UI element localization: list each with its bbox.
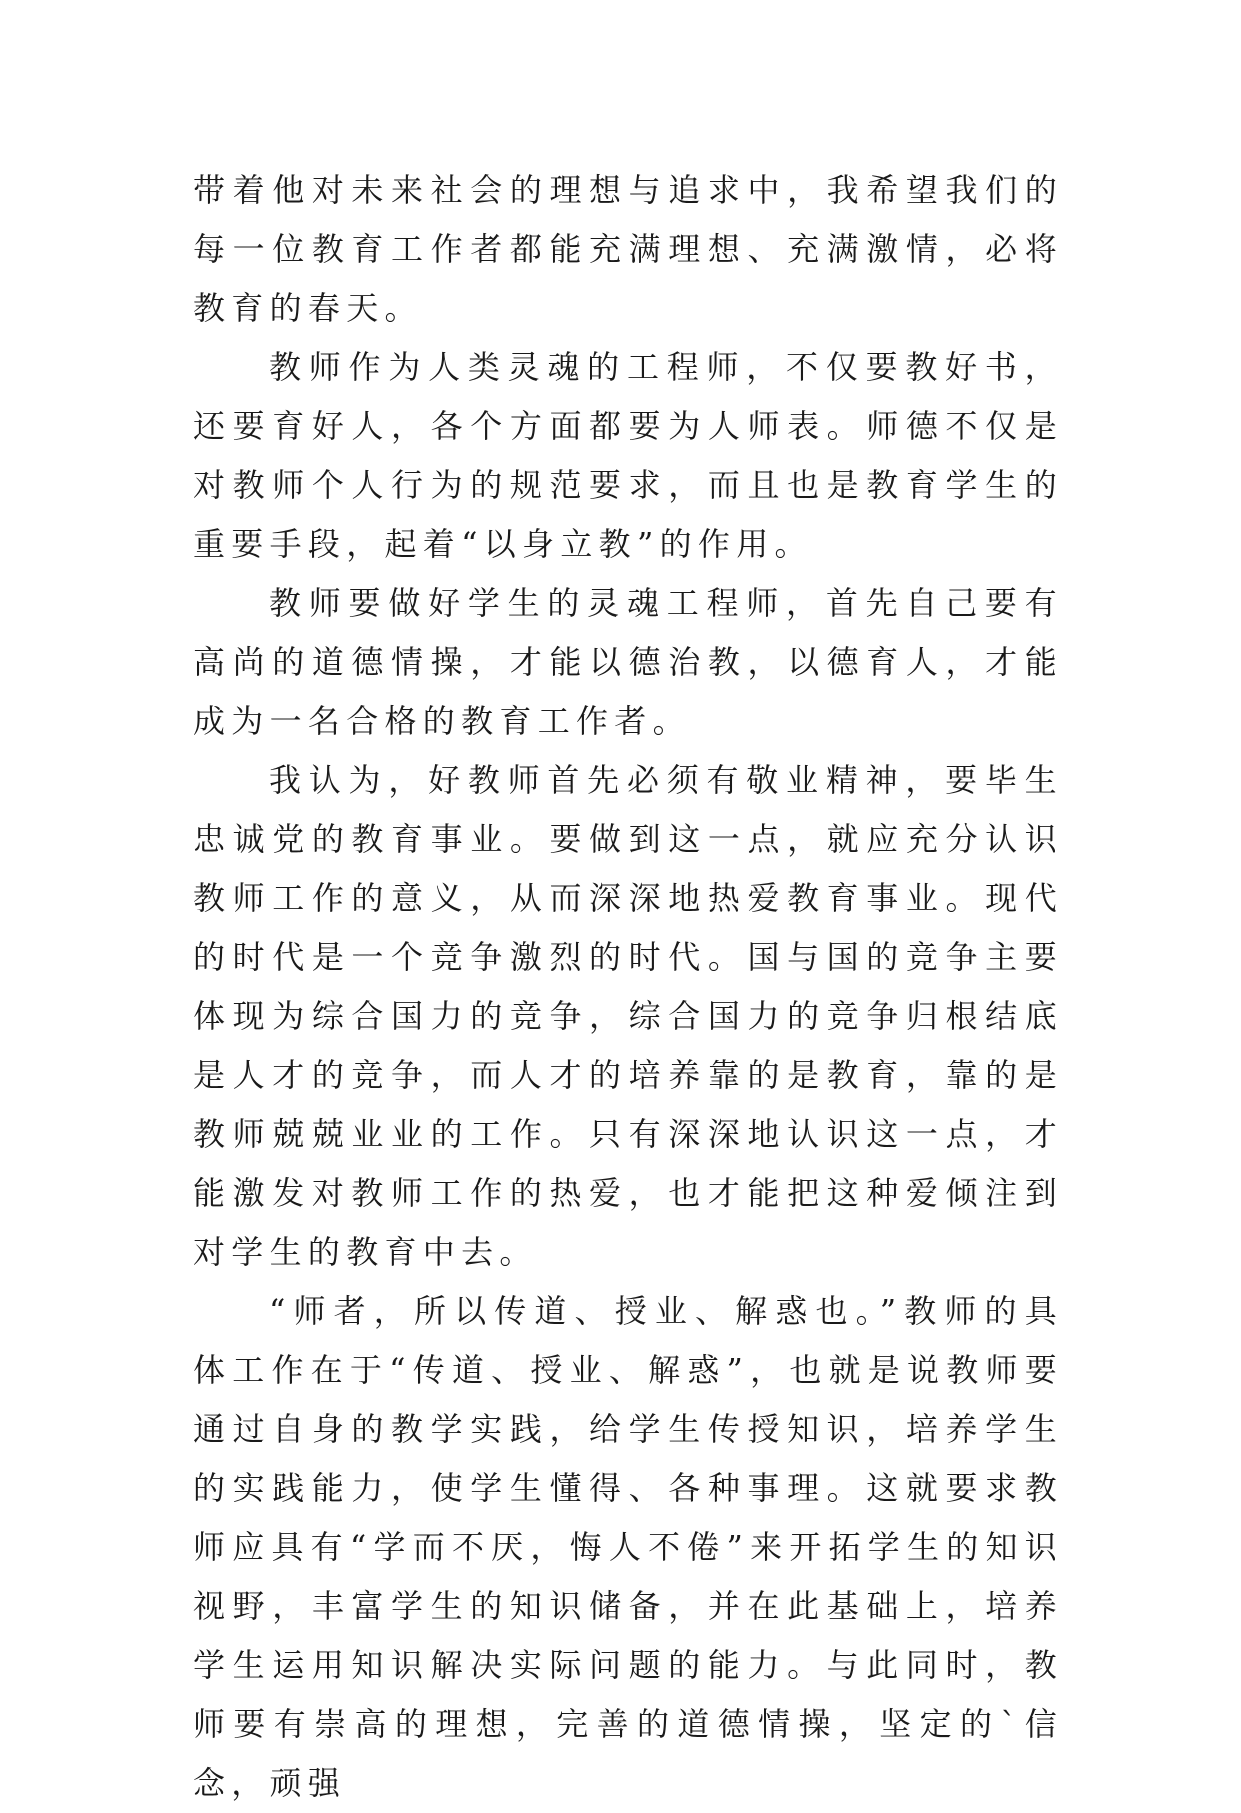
paragraph-3: 教师要做好学生的灵魂工程师，首先自己要有高尚的道德情操，才能以德治教，以德育人，才能成为一名合格的教育工作者。 <box>193 584 1063 740</box>
paragraph-1: 带着他对未来社会的理想与追求中，我希望我们的每一位教育工作者都能充满理想、充满激情，必将教育的春天。 <box>193 171 1063 327</box>
document-body <box>193 161 1063 1813</box>
paragraph-2: 教师作为人类灵魂的工程师，不仅要教好书，还要育好人，各个方面都要为人师表。师德不仅是对教师个人行为的规范要求，而且也是教育学生的重要手段，起着“以身立教”的作用。 <box>193 348 1063 563</box>
paragraph-5: “师者，所以传道、授业、解惑也。”教师的具体工作在于“传道、授业、解惑”，也就是说教师要通过自身的教学实践，给学生传授知识，培养学生的实践能力，使学生懂得、各种事理。这就要求教师应具有“学而不厌，悔人不倦”来开拓学生的知识视野，丰富学生的知识储备，并在此基础上，培养学生运用知识解决实际问题的能力。与此同时，教师要有崇高的理想，完善的道德情操，坚定的`信念，顽强 <box>193 1292 1063 1802</box>
paragraph-4: 我认为，好教师首先必须有敬业精神，要毕生忠诚党的教育事业。要做到这一点，就应充分认识教师工作的意义，从而深深地热爱教育事业。现代的时代是一个竞争激烈的时代。国与国的竞争主要体现为综合国力的竞争，综合国力的竞争归根结底是人才的竞争，而人才的培养靠的是教育，靠的是教师兢兢业业的工作。只有深深地认识这一点，才能激发对教师工作的热爱，也才能把这种爱倾注到对学生的教育中去。 <box>193 761 1063 1271</box>
